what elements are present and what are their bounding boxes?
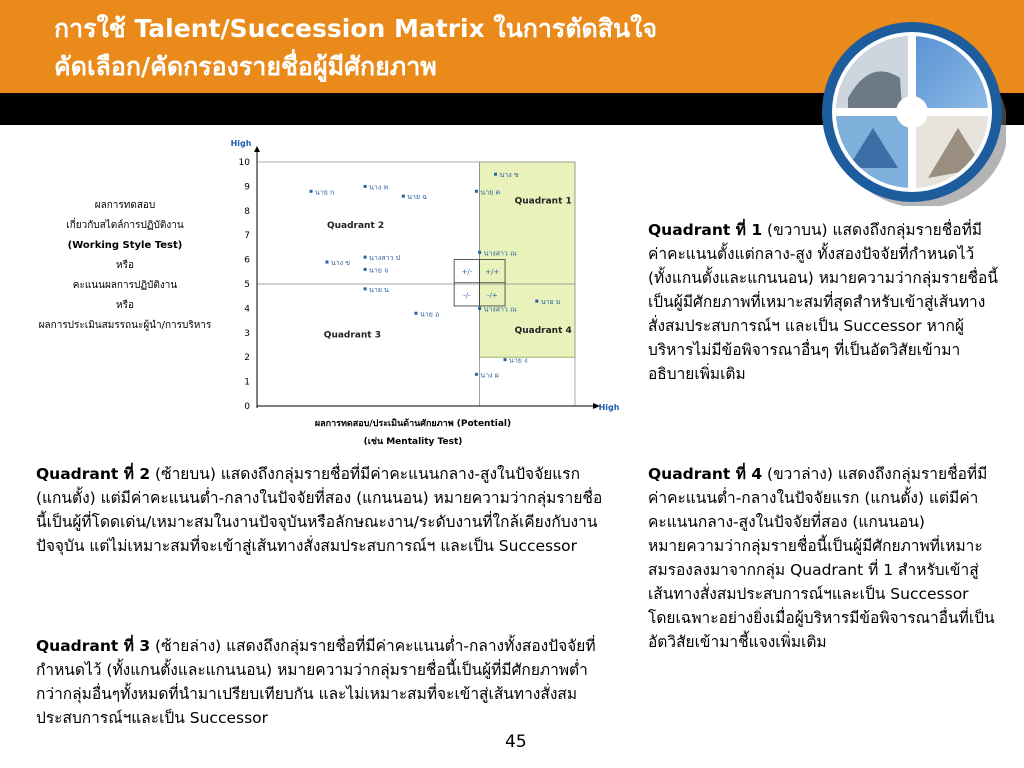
data-point [504,358,507,361]
data-point [364,268,367,271]
data-point [535,300,538,303]
quadrant-label-4: Quadrant 4 [514,325,572,336]
y-axis-label-line: หรือ [116,260,134,271]
chart-frame [254,146,600,409]
y-tick-label: 5 [244,280,250,290]
data-point-label: นาย ง [509,356,528,365]
slide-title [54,10,657,86]
center-box-label: -/- [463,291,471,300]
quadrant3-body: (ซ้ายล่าง) แสดงถึงกลุ่มรายชื่อที่มีค่าคะแนนต่ำ-กลางทั้งสองปัจจัยที่กำหนดไว้ (ทั้งแกนตั้งและแกนนอน) หมายความว่ากลุ่มรายชื่อนี้เป็นผู้ที่มีศักยภาพต่ำกว่ากลุ่มอื่นๆทั้งหมดที่นำมาเปรียบเทียบกัน และไม่เหมาะสมที่จะเข้าสู่เส้นทางสั่งสมประสบการณ์ฯและเป็น Successor [36,637,596,727]
quadrant3-heading: Quadrant ที่ 3 [36,637,151,655]
y-axis-label [10,196,240,336]
data-point-label: นางสาว ป [369,254,401,263]
quadrant4-description [648,462,998,654]
data-point [364,185,367,188]
data-point [325,261,328,264]
x-axis-sublabel: (เช่น Mentality Test) [363,437,463,447]
x-high-label: High [598,403,620,412]
data-point [402,195,405,198]
quadrant2-description [36,462,606,558]
x-axis-label: ผลการทดสอบ/ประเมินด้านศักยภาพ (Potential) [314,419,512,429]
data-point-label: นาย จ [369,266,389,275]
data-point [475,190,478,193]
y-tick-label: 9 [244,182,250,193]
y-axis-label-line: (Working Style Test) [67,240,183,251]
y-tick-label: 0 [244,402,250,412]
y-tick-label: 10 [238,158,250,168]
slide-title-line1: การใช้ Talent/Succession Matrix ในการตัดสินใจ [54,14,657,43]
data-point [415,312,418,315]
y-tick-label: 2 [244,353,250,364]
slide-title-line2: คัดเลือก/คัดกรองรายชื่อผู้มีศักยภาพ [54,52,437,81]
data-point [478,251,481,254]
quadrant1-description [648,218,998,386]
y-axis-label-line: คะแนนผลการปฏิบัติงาน [72,280,178,291]
data-point-label: นาง ท [369,183,389,192]
decorative-photo-logo [818,18,1006,206]
data-point [310,190,313,193]
center-box-label: +/- [461,268,473,277]
quadrant-label-3: Quadrant 3 [323,330,382,341]
quadrant4-heading: Quadrant ที่ 4 [648,465,763,483]
data-point-label: นาง ข [330,259,351,268]
data-point-label: นาง ผ [480,371,499,380]
quadrant-label-2: Quadrant 2 [326,220,385,231]
data-point [478,307,481,310]
y-tick-label: 7 [244,231,250,242]
y-axis-label-line: หรือ [116,300,134,311]
y-axis-label-line: ผลการประเมินสมรรถนะผู้นำ/การบริหาร [38,320,212,331]
quadrant1-heading: Quadrant ที่ 1 [648,221,763,239]
y-axis-label-line: ผลการทดสอบ [94,200,156,211]
data-point-label: นาย ก [315,188,335,197]
quadrant-label-1: Quadrant 1 [514,196,572,207]
center-box-label: +/+ [485,268,500,277]
y-high-label: High [230,139,252,148]
page-number: 45 [505,732,527,752]
data-point-label: นางสาว ณ [483,305,517,314]
quadrant3-description [36,634,606,730]
y-axis-arrow-icon [254,146,260,152]
data-point-label: นาย ค [480,188,501,197]
data-point-label: นาย ม [540,298,561,307]
center-box-label: -/+ [486,291,498,300]
data-point-label: นาย อ [420,310,440,319]
y-tick-label: 4 [244,304,250,315]
data-point [475,373,478,376]
data-point [364,256,367,259]
data-point [494,173,497,176]
data-point [364,287,367,290]
y-axis-label-line: เกี่ยวกับสไตล์การปฏิบัติงาน [66,220,184,231]
quadrant1-body: (ขวาบน) แสดงถึงกลุ่มรายชื่อที่มีค่าคะแนนตั้งแต่กลาง-สูง ทั้งสองปัจจัยที่กำหนดไว้ (ทั้งแกนตั้งและแกนนอน) หมายความว่ากลุ่มรายชื่อนี้เป็นผู้มีศักยภาพที่เหมาะสมที่สุดสำหรับเข้าสู่เส้นทางสั่งสมประสบการณ์ฯ และเป็น Successor หากผู้บริหารไม่มีข้อพิจารณาอื่นๆ ที่เป็นอัตวิสัยเข้ามาอธิบายเพิ่มเติม [648,221,998,383]
y-tick-label: 3 [244,328,250,339]
quadrant4-body: (ขวาล่าง) แสดงถึงกลุ่มรายชื่อที่มีค่าคะแนนต่ำ-กลางในปัจจัยแรก (แกนตั้ง) แต่มีค่าคะแนนกลาง-สูงในปัจจัยที่สอง (แกนนอน) หมายความว่ากลุ่มรายชื่อนี้เป็นผู้มีศักยภาพที่เหมาะสมรองลงมาจากกลุ่ม Quadrant ที่ 1 สำหรับเข้าสู่เส้นทางสั่งสมประสบการณ์ฯและเป็น Successor โดยเฉพาะอย่างยิ่งเมื่อผู้บริหารมีข้อพิจารณาอื่นที่เป็นอัตวิสัยเข้ามาชี้แจงเพิ่มเติม [648,465,995,651]
y-tick-label: 6 [244,255,250,266]
y-tick-label: 1 [244,377,250,388]
data-point-label: นางสาว ณ [483,249,517,258]
data-point-label: นาง ข [499,171,519,180]
quadrant2-heading: Quadrant ที่ 2 [36,465,151,483]
data-point-label: นาย ฉ [407,193,428,202]
y-tick-label: 8 [244,206,250,217]
data-point-label: นาย น [369,285,389,294]
quadrant2-body: (ซ้ายบน) แสดงถึงกลุ่มรายชื่อที่มีค่าคะแนนกลาง-สูงในปัจจัยแรก (แกนตั้ง) แต่มีค่าคะแนนต่ำ-กลางในปัจจัยที่สอง (แกนนอน) หมายความว่ากลุ่มรายชื่อนี้เป็นผู้ที่โดดเด่น/เหมาะสมในงานปัจจุบันหรือลักษณะงาน/ระดับงานที่ใกล้เคียงกับงานปัจจุบัน แต่ไม่เหมาะสมที่จะเข้าสู่เส้นทางสั่งสมประสบการณ์ฯ และเป็น Successor [36,465,603,555]
